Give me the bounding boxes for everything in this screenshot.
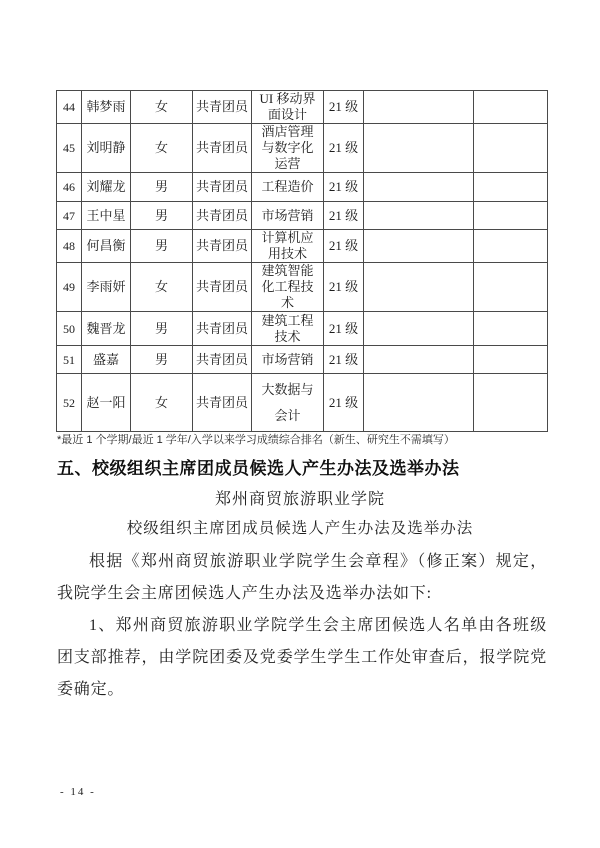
cell-empty-1 <box>364 124 474 173</box>
cell-gender: 男 <box>131 173 193 202</box>
organization-name: 郑州商贸旅游职业学院 <box>214 491 385 508</box>
table-row <box>57 202 548 230</box>
cell-name: 韩梦雨 <box>82 91 131 124</box>
cell-name: 盛嘉 <box>82 346 131 374</box>
body-text <box>57 546 547 706</box>
cell-grade: 21 级 <box>324 312 364 346</box>
cell-number: 51 <box>57 346 82 374</box>
cell-name: 王中星 <box>82 202 131 230</box>
cell-number: 50 <box>57 312 82 346</box>
cell-major: 市场营销 <box>252 202 324 230</box>
cell-major: 工程造价 <box>252 173 324 202</box>
table-footnote: *最近 1 个学期/最近 1 学年/入学以来学习成绩综合排名（新生、研究生不需填写） <box>57 434 455 446</box>
cell-major: 市场营销 <box>252 346 324 374</box>
cell-number: 44 <box>57 91 82 124</box>
cell-empty-2 <box>474 374 548 432</box>
paragraph: 根据《郑州商贸旅游职业学院学生会章程》（修正案）规定，我院学生会主席团候选人产生办法及选举办法如下: <box>57 553 547 602</box>
cell-grade: 21 级 <box>324 374 364 432</box>
cell-political-status: 共青团员 <box>193 312 252 346</box>
cell-grade: 21 级 <box>324 202 364 230</box>
document-subtitle: 校级组织主席团成员候选人产生办法及选举办法 <box>126 520 474 537</box>
cell-gender: 女 <box>131 91 193 124</box>
candidates-roster-table <box>56 90 548 432</box>
cell-major: UI 移动界面设计 <box>252 91 324 124</box>
cell-name: 刘明静 <box>82 124 131 173</box>
cell-major: 建筑智能化工程技术 <box>252 263 324 312</box>
table-row <box>57 312 548 346</box>
cell-political-status: 共青团员 <box>193 124 252 173</box>
cell-empty-2 <box>474 230 548 263</box>
cell-political-status: 共青团员 <box>193 230 252 263</box>
cell-gender: 男 <box>131 346 193 374</box>
cell-grade: 21 级 <box>324 346 364 374</box>
cell-number: 52 <box>57 374 82 432</box>
cell-empty-1 <box>364 202 474 230</box>
cell-political-status: 共青团员 <box>193 91 252 124</box>
cell-gender: 女 <box>131 124 193 173</box>
cell-number: 45 <box>57 124 82 173</box>
table-row <box>57 263 548 312</box>
cell-gender: 男 <box>131 230 193 263</box>
cell-empty-2 <box>474 91 548 124</box>
cell-grade: 21 级 <box>324 230 364 263</box>
cell-empty-2 <box>474 346 548 374</box>
cell-name: 何昌衡 <box>82 230 131 263</box>
cell-gender: 男 <box>131 312 193 346</box>
cell-empty-2 <box>474 263 548 312</box>
cell-empty-1 <box>364 173 474 202</box>
cell-gender: 女 <box>131 263 193 312</box>
table-row <box>57 173 548 202</box>
cell-empty-1 <box>364 263 474 312</box>
table-row <box>57 230 548 263</box>
cell-empty-1 <box>364 346 474 374</box>
cell-empty-1 <box>364 91 474 124</box>
section-heading: 五、校级组织主席团成员候选人产生办法及选举办法 <box>57 459 460 478</box>
cell-political-status: 共青团员 <box>193 346 252 374</box>
cell-grade: 21 级 <box>324 124 364 173</box>
cell-empty-1 <box>364 312 474 346</box>
cell-name: 李雨妍 <box>82 263 131 312</box>
cell-political-status: 共青团员 <box>193 202 252 230</box>
cell-name: 刘耀龙 <box>82 173 131 202</box>
cell-empty-2 <box>474 202 548 230</box>
table-row <box>57 124 548 173</box>
cell-political-status: 共青团员 <box>193 374 252 432</box>
cell-name: 魏晋龙 <box>82 312 131 346</box>
cell-empty-2 <box>474 312 548 346</box>
cell-empty-2 <box>474 124 548 173</box>
cell-major: 大数据与会计 <box>252 374 324 432</box>
cell-political-status: 共青团员 <box>193 263 252 312</box>
cell-number: 49 <box>57 263 82 312</box>
cell-empty-1 <box>364 230 474 263</box>
cell-number: 47 <box>57 202 82 230</box>
paragraph: 1、郑州商贸旅游职业学院学生会主席团候选人名单由各班级团支部推荐，由学院团委及党委学生学生工作处审查后，报学院党委确定。 <box>57 617 547 698</box>
table-row <box>57 374 548 432</box>
cell-grade: 21 级 <box>324 263 364 312</box>
cell-major: 计算机应用技术 <box>252 230 324 263</box>
cell-name: 赵一阳 <box>82 374 131 432</box>
cell-grade: 21 级 <box>324 91 364 124</box>
cell-major: 建筑工程技术 <box>252 312 324 346</box>
cell-gender: 男 <box>131 202 193 230</box>
cell-major: 酒店管理与数字化运营 <box>252 124 324 173</box>
cell-gender: 女 <box>131 374 193 432</box>
page-number: - 14 - <box>60 786 96 798</box>
cell-empty-2 <box>474 173 548 202</box>
table-row <box>57 91 548 124</box>
cell-political-status: 共青团员 <box>193 173 252 202</box>
table-row <box>57 346 548 374</box>
cell-empty-1 <box>364 374 474 432</box>
cell-grade: 21 级 <box>324 173 364 202</box>
cell-number: 48 <box>57 230 82 263</box>
cell-number: 46 <box>57 173 82 202</box>
